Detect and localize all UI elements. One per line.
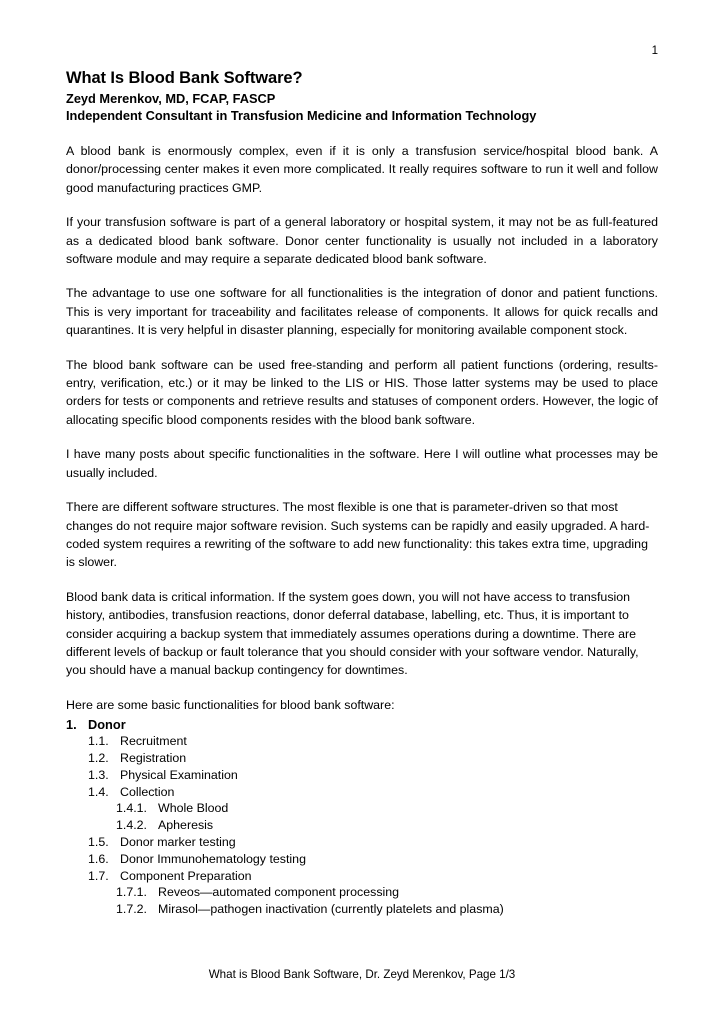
list-item xyxy=(66,800,658,817)
list-item xyxy=(66,868,658,885)
list-item-label: Donor xyxy=(88,717,126,733)
list-item xyxy=(66,834,658,851)
outline-list xyxy=(66,716,658,918)
body-paragraph: Blood bank data is critical information. If the system goes down, you will not have access to transfusion history, antibodies, transfusion reactions, donor deferral database, labelling, etc. Thus, it is important to consider acquiring a backup system that immediately assumes operations during a downtime. There are different levels of backup or fault tolerance that you should consider with your software vendor. Naturally, you should have a manual backup contingency for downtimes. xyxy=(66,589,639,678)
author-subtitle: Independent Consultant in Transfusion Medicine and Information Technology xyxy=(66,108,537,123)
list-item xyxy=(66,784,658,801)
list-item-label: Registration xyxy=(120,750,187,765)
body-paragraph: There are different software structures. The most flexible is one that is parameter-driven so that most changes do not require major software revision. Such systems can be rapidly and easily upgraded. A hard-coded system requires a rewriting of the software to add new functionality: this takes extra time, upgrading is slower. xyxy=(66,500,650,570)
list-item xyxy=(66,851,658,868)
outline-intro: Here are some basic functionalities for blood bank software: xyxy=(66,697,395,712)
list-item xyxy=(66,884,658,901)
list-item xyxy=(66,733,658,750)
list-item-label: Whole Blood xyxy=(158,801,229,816)
list-item-number: 1.2. xyxy=(88,750,109,765)
list-item-number: 1. xyxy=(66,717,77,733)
list-item xyxy=(66,767,658,784)
list-item-number: 1.4. xyxy=(88,784,109,799)
list-item xyxy=(66,716,658,733)
list-item xyxy=(66,901,658,918)
list-item xyxy=(66,817,658,834)
list-item-number: 1.7.2. xyxy=(116,902,148,917)
body-paragraph: The advantage to use one software for all functionalities is the integration of donor and patient functions. This is very important for traceability and facilitates release of components. It allows for quick recalls and quarantines. It is very helpful in disaster planning, especially for monitoring available component stock. xyxy=(66,286,658,338)
list-item-number: 1.5. xyxy=(88,834,109,849)
body-paragraph: A blood bank is enormously complex, even if it is only a transfusion service/hospital blood bank. A donor/processing center makes it even more complicated. It really requires software to run it well and follow good manufacturing practices GMP. xyxy=(66,144,658,195)
list-item-label: Collection xyxy=(120,784,175,799)
author-byline: Zeyd Merenkov, MD, FCAP, FASCP xyxy=(66,91,276,106)
list-item-label: Apheresis xyxy=(158,818,214,833)
list-item-label: Reveos—automated component processing xyxy=(158,885,400,900)
list-item-number: 1.4.2. xyxy=(116,818,148,833)
list-item-label: Physical Examination xyxy=(120,767,238,782)
list-item-number: 1.1. xyxy=(88,734,109,749)
body-paragraph: I have many posts about specific functionalities in the software. Here I will outline what processes may be usually included. xyxy=(66,447,658,480)
page-number: 1 xyxy=(651,45,658,57)
page-footer: What is Blood Bank Software, Dr. Zeyd Merenkov, Page 1/3 xyxy=(208,968,516,981)
list-item-number: 1.3. xyxy=(88,767,109,782)
page-title: What Is Blood Bank Software? xyxy=(66,69,303,87)
list-item-number: 1.7. xyxy=(88,868,109,883)
list-item-label: Recruitment xyxy=(120,734,187,749)
list-item-number: 1.6. xyxy=(88,851,109,866)
list-item-label: Donor Immunohematology testing xyxy=(120,851,306,866)
body-paragraph: If your transfusion software is part of a general laboratory or hospital system, it may not be as full-featured as a dedicated blood bank software. Donor center functionality is usually not included in a laboratory software module and may require a separate dedicated blood bank software. xyxy=(66,215,658,267)
list-item-number: 1.4.1. xyxy=(116,801,148,816)
list-item-label: Donor marker testing xyxy=(120,834,236,849)
list-item xyxy=(66,750,658,767)
list-item-number: 1.7.1. xyxy=(116,885,148,900)
body-paragraph: The blood bank software can be used free-standing and perform all patient functions (ordering, results-entry, verification, etc.) or it may be linked to the LIS or HIS. Those latter systems may be used to place orders for tests or components and retrieve results and statuses of component orders. However, the logic of allocating specific blood components resides with the blood bank software. xyxy=(66,357,658,427)
list-item-label: Mirasol—pathogen inactivation (currently platelets and plasma) xyxy=(158,902,504,917)
list-item-label: Component Preparation xyxy=(120,868,252,883)
